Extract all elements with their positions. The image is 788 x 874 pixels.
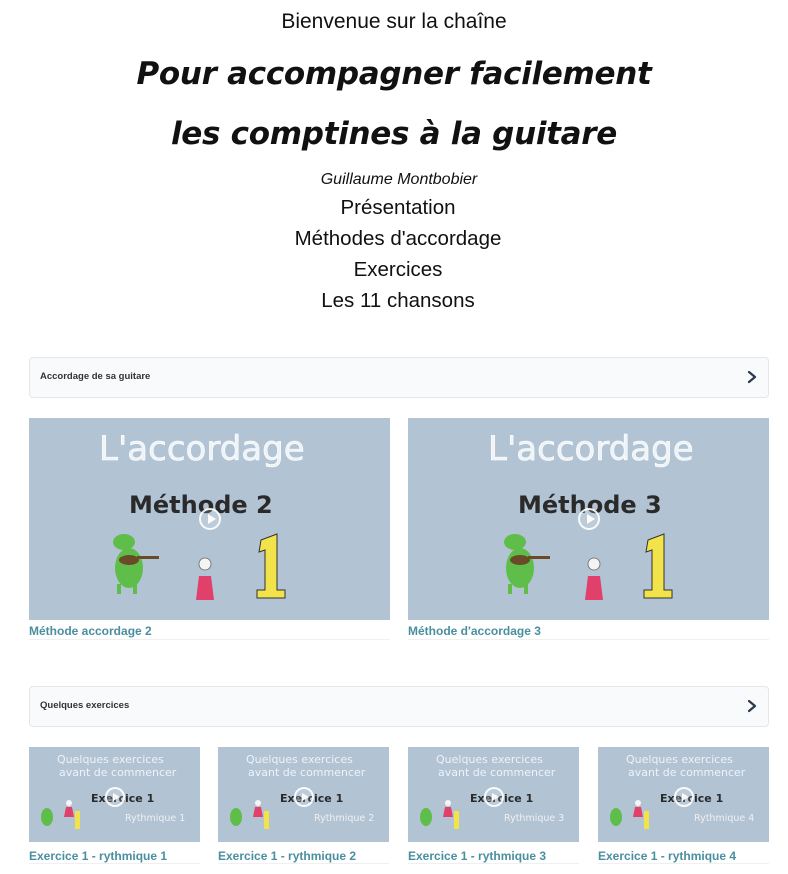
video-title-link[interactable]: Méthode d'accordage 3 (408, 624, 541, 638)
divider (408, 639, 769, 640)
section-label: Accordage de sa guitare (40, 371, 151, 382)
divider (29, 639, 390, 640)
page-title-line-2: les comptines à la guitare (170, 116, 618, 152)
thumbnail-exercise: Exercice 1 (280, 792, 344, 805)
thumbnail-line-2: avant de commencer (248, 766, 366, 779)
play-icon[interactable] (674, 787, 694, 807)
thumbnail-exercise: Exercice 1 (91, 792, 155, 805)
video-thumbnail[interactable] (29, 747, 200, 842)
thumbnail-line-2: avant de commencer (628, 766, 746, 779)
video-thumbnail[interactable] (29, 418, 390, 620)
divider (598, 863, 769, 864)
video-thumbnail[interactable] (408, 747, 579, 842)
video-thumbnail[interactable] (408, 418, 769, 620)
nav-link-exercices[interactable]: Exercices (353, 258, 443, 281)
video-thumbnail[interactable] (218, 747, 389, 842)
thumbnail-exercise: Exercice 1 (660, 792, 724, 805)
play-icon[interactable] (484, 787, 504, 807)
thumbnail-title: L'accordage (488, 429, 694, 469)
welcome-text: Bienvenue sur la chaîne (281, 10, 507, 33)
section-header-accordage[interactable] (29, 357, 769, 398)
thumbnail-line-1: Quelques exercices (246, 753, 353, 766)
play-icon[interactable] (294, 787, 314, 807)
author-name: Guillaume Montbobier (320, 171, 478, 188)
thumbnail-exercise: Exercice 1 (470, 792, 534, 805)
nav-link-chansons[interactable]: Les 11 chansons (321, 289, 475, 312)
divider (408, 863, 579, 864)
thumbnail-rhythm: Rythmique 2 (314, 813, 375, 824)
video-title-link[interactable]: Exercice 1 - rythmique 4 (598, 849, 737, 863)
thumbnail-line-2: avant de commencer (438, 766, 556, 779)
nav-link-methodes-accordage[interactable]: Méthodes d'accordage (294, 227, 502, 250)
chevron-right-icon (746, 370, 758, 384)
thumbnail-rhythm: Rythmique 1 (125, 813, 186, 824)
page-title-line-1: Pour accompagner facilement (136, 56, 652, 92)
thumbnail-subtitle: Méthode 3 (518, 491, 662, 519)
video-title-link[interactable]: Méthode accordage 2 (29, 624, 152, 638)
thumbnail-subtitle: Méthode 2 (129, 491, 273, 519)
chevron-right-icon (746, 699, 758, 713)
video-title-link[interactable]: Exercice 1 - rythmique 2 (218, 849, 357, 863)
thumbnail-rhythm: Rythmique 3 (504, 813, 565, 824)
play-icon[interactable] (578, 508, 600, 530)
thumbnail-line-1: Quelques exercices (626, 753, 733, 766)
divider (218, 863, 389, 864)
thumbnail-line-2: avant de commencer (59, 766, 177, 779)
play-icon[interactable] (105, 787, 125, 807)
video-title-link[interactable]: Exercice 1 - rythmique 1 (29, 849, 168, 863)
section-label: Quelques exercices (40, 700, 130, 711)
play-icon[interactable] (199, 508, 221, 530)
thumbnail-title: L'accordage (99, 429, 305, 469)
divider (29, 863, 200, 864)
thumbnail-line-1: Quelques exercices (57, 753, 164, 766)
video-title-link[interactable]: Exercice 1 - rythmique 3 (408, 849, 547, 863)
video-thumbnail[interactable] (598, 747, 769, 842)
nav-link-presentation[interactable]: Présentation (340, 196, 456, 219)
thumbnail-rhythm: Rythmique 4 (694, 813, 755, 824)
thumbnail-line-1: Quelques exercices (436, 753, 543, 766)
section-header-exercices[interactable] (29, 686, 769, 727)
